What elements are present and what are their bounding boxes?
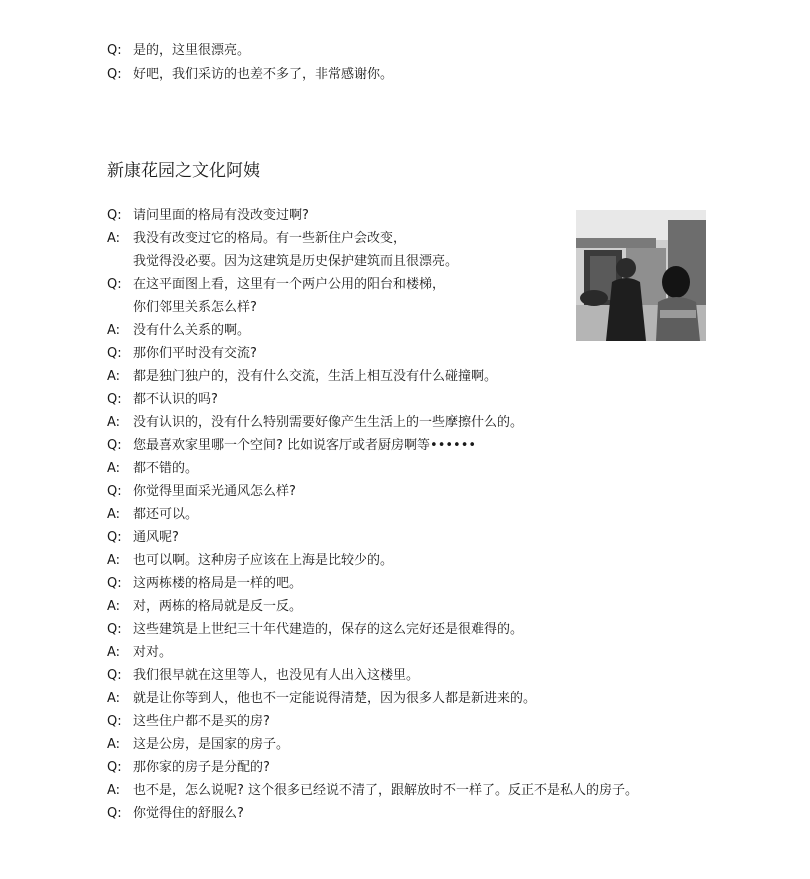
line-text: 那你们平时没有交流? — [133, 346, 257, 361]
section-title: 新康花园之文化阿姨 — [107, 161, 260, 181]
speaker-label: A: — [107, 369, 121, 384]
dialogue-line — [107, 297, 257, 319]
dialogue-line — [107, 435, 476, 457]
line-text: 这些建筑是上世纪三十年代建造的，保存的这么完好还是很难得的。 — [133, 622, 524, 637]
line-text: 这两栋楼的格局是一样的吧。 — [133, 576, 303, 591]
speaker-label: Q: — [107, 530, 122, 545]
speaker-label: A: — [107, 783, 121, 798]
speaker-label: A: — [107, 691, 121, 706]
line-text: 这是公房，是国家的房子。 — [133, 737, 290, 752]
speaker-label: A: — [107, 415, 121, 430]
line-text: 没有认识的，没有什么特别需要好像产生生活上的一些摩擦什么的。 — [133, 415, 524, 430]
line-text: 好吧，我们采访的也差不多了，非常感谢你。 — [133, 67, 394, 82]
dialogue-line — [107, 527, 179, 549]
speaker-label: Q: — [107, 392, 122, 407]
photo-illustration — [576, 210, 706, 341]
dialogue-line — [107, 711, 270, 733]
speaker-label: Q: — [107, 576, 122, 591]
dialogue-line — [107, 412, 523, 434]
interview-photo — [576, 210, 706, 341]
dialogue-line — [107, 665, 419, 687]
line-text: 我们很早就在这里等人，也没见有人出入这楼里。 — [133, 668, 420, 683]
speaker-label: Q: — [107, 484, 122, 499]
speaker-label: A: — [107, 323, 121, 338]
dialogue-line — [107, 734, 289, 756]
line-text: 也可以啊。这种房子应该在上海是比较少的。 — [133, 553, 394, 568]
speaker-label: A: — [107, 645, 121, 660]
dialogue-line — [107, 251, 458, 273]
line-text: 在这平面图上看，这里有一个两户公用的阳台和楼梯， — [133, 277, 446, 292]
speaker-label: Q: — [107, 622, 122, 637]
dialogue-line — [107, 573, 302, 595]
speaker-label: Q: — [107, 277, 122, 292]
speaker-label: Q: — [107, 760, 122, 775]
dialogue-line — [107, 343, 257, 365]
dialogue-line — [107, 596, 302, 618]
intro-line — [107, 64, 393, 86]
line-text: 就是让你等到人，他也不一定能说得清楚，因为很多人都是新进来的。 — [133, 691, 537, 706]
speaker-label: A: — [107, 737, 121, 752]
line-text: 通风呢? — [133, 530, 179, 545]
dialogue-line — [107, 366, 497, 388]
dialogue-line — [107, 274, 445, 296]
dialogue-line — [107, 642, 172, 664]
line-text: 也不是，怎么说呢? 这个很多已经说不清了，跟解放时不一样了。反正不是私人的房子。 — [133, 783, 639, 798]
dialogue-line — [107, 481, 296, 503]
speaker-label: A: — [107, 553, 121, 568]
line-text: 没有什么关系的啊。 — [133, 323, 251, 338]
speaker-label: Q: — [107, 806, 122, 821]
line-text: 你觉得住的舒服么? — [133, 806, 244, 821]
dialogue-line — [107, 619, 523, 641]
line-text: 那你家的房子是分配的? — [133, 760, 270, 775]
line-text: 对对。 — [133, 645, 173, 660]
speaker-label: A: — [107, 231, 121, 246]
dialogue-line — [107, 320, 250, 342]
line-text: 都是独门独户的，没有什么交流，生活上相互没有什么碰撞啊。 — [133, 369, 498, 384]
line-text: 你觉得里面采光通风怎么样? — [133, 484, 296, 499]
speaker-label: Q: — [107, 208, 122, 223]
speaker-label: Q: — [107, 43, 122, 58]
line-text: 都不认识的吗? — [133, 392, 218, 407]
dialogue-line — [107, 803, 244, 825]
speaker-label: Q: — [107, 67, 122, 82]
speaker-label: Q: — [107, 714, 122, 729]
line-text: 都还可以。 — [133, 507, 199, 522]
speaker-label: Q: — [107, 346, 122, 361]
dialogue-line — [107, 228, 406, 250]
dialogue-line — [107, 504, 198, 526]
dialogue-line — [107, 550, 393, 572]
line-text: 是的，这里很漂亮。 — [133, 43, 251, 58]
dialogue-line — [107, 757, 270, 779]
line-text: 对，两栋的格局就是反一反。 — [133, 599, 303, 614]
speaker-label: A: — [107, 599, 121, 614]
line-text: 您最喜欢家里哪一个空间? 比如说客厅或者厨房啊等•••••• — [133, 438, 477, 453]
dialogue-line — [107, 458, 198, 480]
line-text: 请问里面的格局有没改变过啊? — [133, 208, 309, 223]
dialogue-line — [107, 205, 309, 227]
line-text: 你们邻里关系怎么样? — [133, 300, 257, 315]
line-text: 这些住户都不是买的房? — [133, 714, 270, 729]
dialogue-line — [107, 780, 638, 802]
intro-line — [107, 40, 250, 62]
speaker-label: Q: — [107, 438, 122, 453]
speaker-label: A: — [107, 461, 121, 476]
speaker-label: Q: — [107, 668, 122, 683]
line-text: 都不错的。 — [133, 461, 199, 476]
line-text: 我觉得没必要。因为这建筑是历史保护建筑而且很漂亮。 — [133, 254, 459, 269]
dialogue-line — [107, 688, 536, 710]
line-text: 我没有改变过它的格局。有一些新住户会改变， — [133, 231, 407, 246]
speaker-label: A: — [107, 507, 121, 522]
dialogue-line — [107, 389, 218, 411]
